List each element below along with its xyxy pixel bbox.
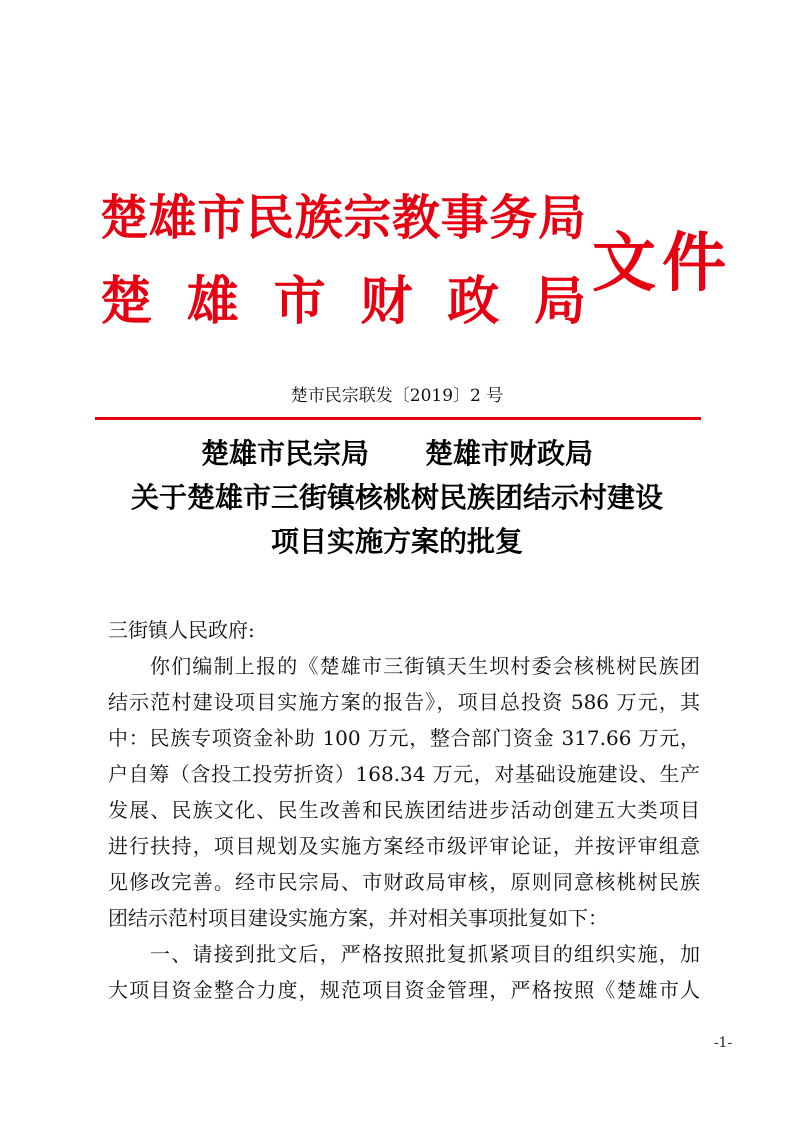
paragraph-2 [108,936,700,1008]
document-body [108,612,700,1008]
red-separator-line [95,417,701,420]
body-line: 发展、民族文化、民生改善和民族团结进步活动创建五大类项目 [108,798,700,822]
body-line: 户自筹（含投工投劳折资）168.34 万元，对基础设施建设、生产 [108,762,700,786]
paragraph-1 [108,648,700,936]
body-line: 进行扶持，项目规划及实施方案经市级评审论证，并按评审组意 [108,834,700,858]
body-line: 大项目资金整合力度，规范项目资金管理，严格按照《楚雄市人 [108,978,700,1002]
body-line: 你们编制上报的《楚雄市三街镇天生坝村委会核桃树民族团 [150,654,700,678]
page-number: -1- [713,1035,733,1051]
issuer-name-ethnic-religious-bureau: 楚雄市民族宗教事务局 [100,190,586,246]
salutation: 三街镇人民政府: [108,618,255,642]
issuer-name-finance-bureau: 楚 雄 市 财 政 局 [100,272,586,332]
body-line: 见修改完善。经市民宗局、市财政局审核，原则同意核桃树民族 [108,870,700,894]
title-line-subject-end: 项目实施方案的批复 [270,525,523,558]
title-line-subject: 关于楚雄市三街镇核桃树民族团结示村建设 [130,481,663,514]
body-line: 中：民族专项资金补助 100 万元，整合部门资金 317.66 万元， [108,726,700,750]
body-line: 结示范村建设项目实施方案的报告》，项目总投资 586 万元，其 [108,690,700,714]
title-line-issuers: 楚雄市民宗局 楚雄市财政局 [200,437,593,470]
document-number: 楚市民宗联发〔2019〕2 号 [290,386,504,406]
body-line: 团结示范村项目建设实施方案，并对相关事项批复如下： [108,906,608,930]
document-type-label: 文件 [592,227,726,301]
body-line: 一、请接到批文后，严格按照批复抓紧项目的组织实施，加 [150,942,700,966]
